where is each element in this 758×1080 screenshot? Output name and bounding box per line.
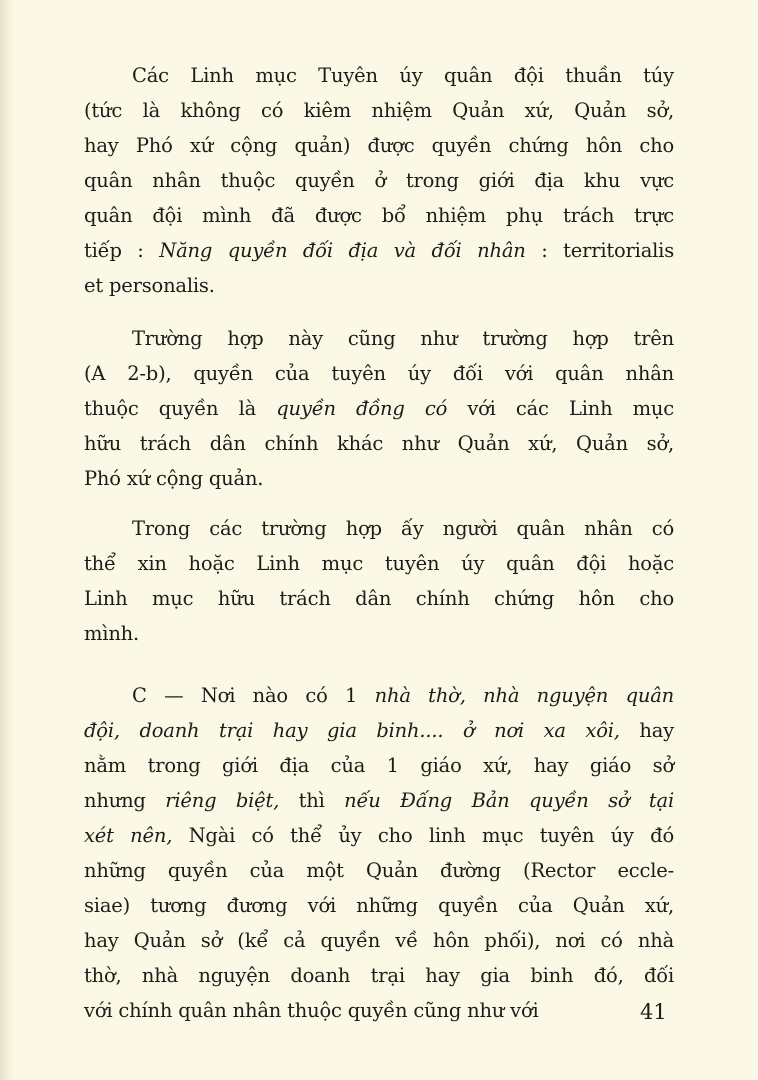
text-segment: hay — [619, 719, 674, 742]
italic-text: đội, doanh trại hay gia binh.... ở nơi xa xôi, — [84, 719, 620, 742]
italic-text: nhà thờ, nhà nguyện quân — [374, 684, 674, 707]
text-line — [84, 198, 674, 233]
paragraph-c — [84, 678, 674, 1028]
text-segment: với chính quân nhân thuộc quyền cũng như với — [84, 999, 539, 1022]
text-segment: nhưng — [84, 789, 166, 812]
text-line — [84, 546, 674, 581]
text-segment: Trường hợp này cũng như trường hợp trên — [132, 327, 674, 350]
text-line — [84, 93, 674, 128]
text-segment: Phó xứ cộng quản. — [84, 467, 264, 490]
text-segment: : territorialis — [525, 239, 675, 262]
text-segment: Linh mục hữu trách dân chính chứng hôn cho — [84, 587, 674, 610]
text-line — [84, 163, 674, 198]
italic-text: Năng quyền đối địa và đối nhân — [159, 239, 526, 262]
text-line — [84, 391, 674, 426]
paragraph-2 — [84, 321, 674, 496]
text-segment: hữu trách dân chính khác như Quản xứ, Quản sở, — [84, 432, 674, 455]
text-line — [84, 426, 674, 461]
text-line — [84, 853, 674, 888]
text-segment: tiếp : — [84, 239, 160, 262]
italic-text: nếu Đấng Bản quyền sở tại — [344, 789, 675, 812]
text-line — [84, 461, 674, 496]
text-segment: hay Phó xứ cộng quản) được quyền chứng hôn cho — [84, 134, 674, 157]
text-line — [84, 321, 674, 356]
text-line — [84, 356, 674, 391]
paragraph-3 — [84, 511, 674, 651]
text-segment: et personalis. — [84, 274, 215, 297]
text-segment: hay Quản sở (kể cả quyền về hôn phối), nơi có nhà — [84, 929, 674, 952]
text-segment: siae) tương đương với những quyền của Quản xứ, — [84, 894, 674, 917]
text-segment: thờ, nhà nguyện doanh trại hay gia binh đó, đối — [84, 964, 674, 987]
text-segment: thuộc quyền là — [84, 397, 277, 420]
text-segment: C — Nơi nào có 1 — [132, 684, 375, 707]
text-line — [84, 818, 674, 853]
text-segment: thể xin hoặc Linh mục tuyên úy quân đội hoặc — [84, 552, 674, 575]
page-number: 41 — [640, 1000, 667, 1024]
text-segment: Ngài có thể ủy cho linh mục tuyên úy đó — [172, 824, 674, 847]
text-segment: (A 2-b), quyền của tuyên úy đối với quân nhân — [84, 362, 674, 385]
text-line — [84, 678, 674, 713]
paragraph-1 — [84, 58, 674, 303]
text-segment: thì — [279, 789, 345, 812]
text-segment: (tức là không có kiêm nhiệm Quản xứ, Quản sở, — [84, 99, 674, 122]
text-line — [84, 233, 674, 268]
text-segment: quân nhân thuộc quyền ở trong giới địa khu vực — [84, 169, 674, 192]
text-segment: mình. — [84, 622, 140, 645]
text-segment: những quyền của một Quản đường (Rector eccle- — [84, 859, 674, 882]
page-edge — [0, 0, 14, 1080]
text-segment: với các Linh mục — [447, 397, 674, 420]
italic-text: quyền đồng có — [276, 397, 448, 420]
italic-text: riêng biệt, — [165, 789, 280, 812]
italic-text: xét nên, — [84, 824, 173, 847]
text-line — [84, 713, 674, 748]
text-segment: nằm trong giới địa của 1 giáo xứ, hay giáo sở — [84, 754, 674, 777]
text-line — [84, 958, 674, 993]
text-line — [84, 748, 674, 783]
text-line — [84, 511, 674, 546]
text-line — [84, 783, 674, 818]
text-line — [84, 58, 674, 93]
page-body — [84, 58, 674, 1028]
text-line — [84, 581, 674, 616]
text-segment: Trong các trường hợp ấy người quân nhân có — [132, 517, 674, 540]
text-line — [84, 616, 674, 651]
text-line — [84, 923, 674, 958]
text-line — [84, 993, 674, 1028]
text-segment: quân đội mình đã được bổ nhiệm phụ trách trực — [84, 204, 674, 227]
text-line — [84, 268, 674, 303]
text-line — [84, 888, 674, 923]
text-segment: Các Linh mục Tuyên úy quân đội thuần túy — [132, 64, 674, 87]
text-line — [84, 128, 674, 163]
